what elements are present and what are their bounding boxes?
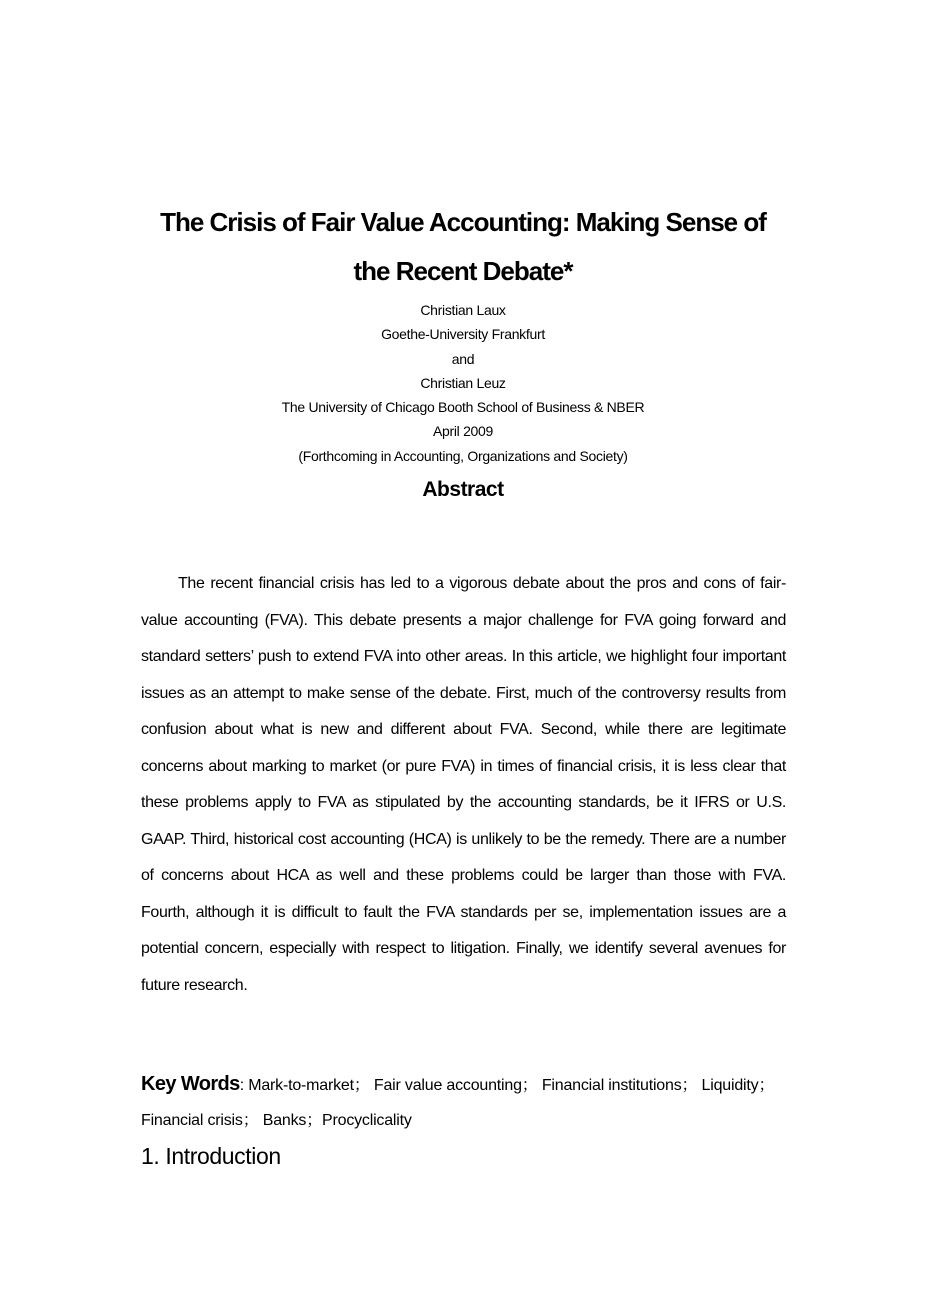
paper-title-line-1: The Crisis of Fair Value Accounting: Making Sense of	[160, 207, 766, 237]
author-name: Christian Laux	[420, 302, 506, 318]
author-block	[0, 298, 926, 468]
author-conjunction: and	[451, 350, 475, 367]
keywords	[141, 1067, 786, 1138]
section-heading: 1. Introduction	[141, 1143, 281, 1169]
keywords-label: Key Words	[141, 1073, 240, 1095]
abstract-heading: Abstract	[422, 478, 504, 501]
keywords-terms: Mark-to-market； Fair value accounting； Financial institutions； Liquidity； Financial crisis； Banks；Procyclicality	[141, 1077, 775, 1129]
author-affiliation: The University of Chicago Booth School of Business & NBER	[281, 399, 645, 416]
publication-date: April 2009	[432, 423, 494, 440]
abstract-text: The recent financial crisis has led to a vigorous debate about the pros and cons of fair-value accounting (FVA). This debate presents a major challenge for FVA going forward and standard setters’ push to extend FVA into other areas. In this article, we highlight four important issues as an attempt to make sense of the debate. First, much of the controversy results from confusion about what is new and different about FVA. Second, while there are legitimate concerns about marking to market (or pure FVA) in times of financial crisis, it is less clear that these problems apply to FVA as stipulated by the accounting standards, be it IFRS or U.S. GAAP. Third, historical cost accounting (HCA) is unlikely to be the remedy. There are a number of concerns about HCA as well and these problems could be larger than those with FVA. Fourth, although it is difficult to fault the FVA standards per se, implementation issues are a potential concern, especially with respect to litigation. Finally, we identify several avenues for future research.	[141, 575, 786, 994]
keywords-colon: :	[239, 1077, 244, 1094]
author-affiliation: Goethe-University Frankfurt	[381, 326, 545, 343]
publication-status: (Forthcoming in Accounting, Organizations and Society)	[298, 447, 628, 464]
paper-title-line-2: the Recent Debate*	[353, 256, 573, 286]
author-name: Christian Leuz	[420, 374, 506, 391]
